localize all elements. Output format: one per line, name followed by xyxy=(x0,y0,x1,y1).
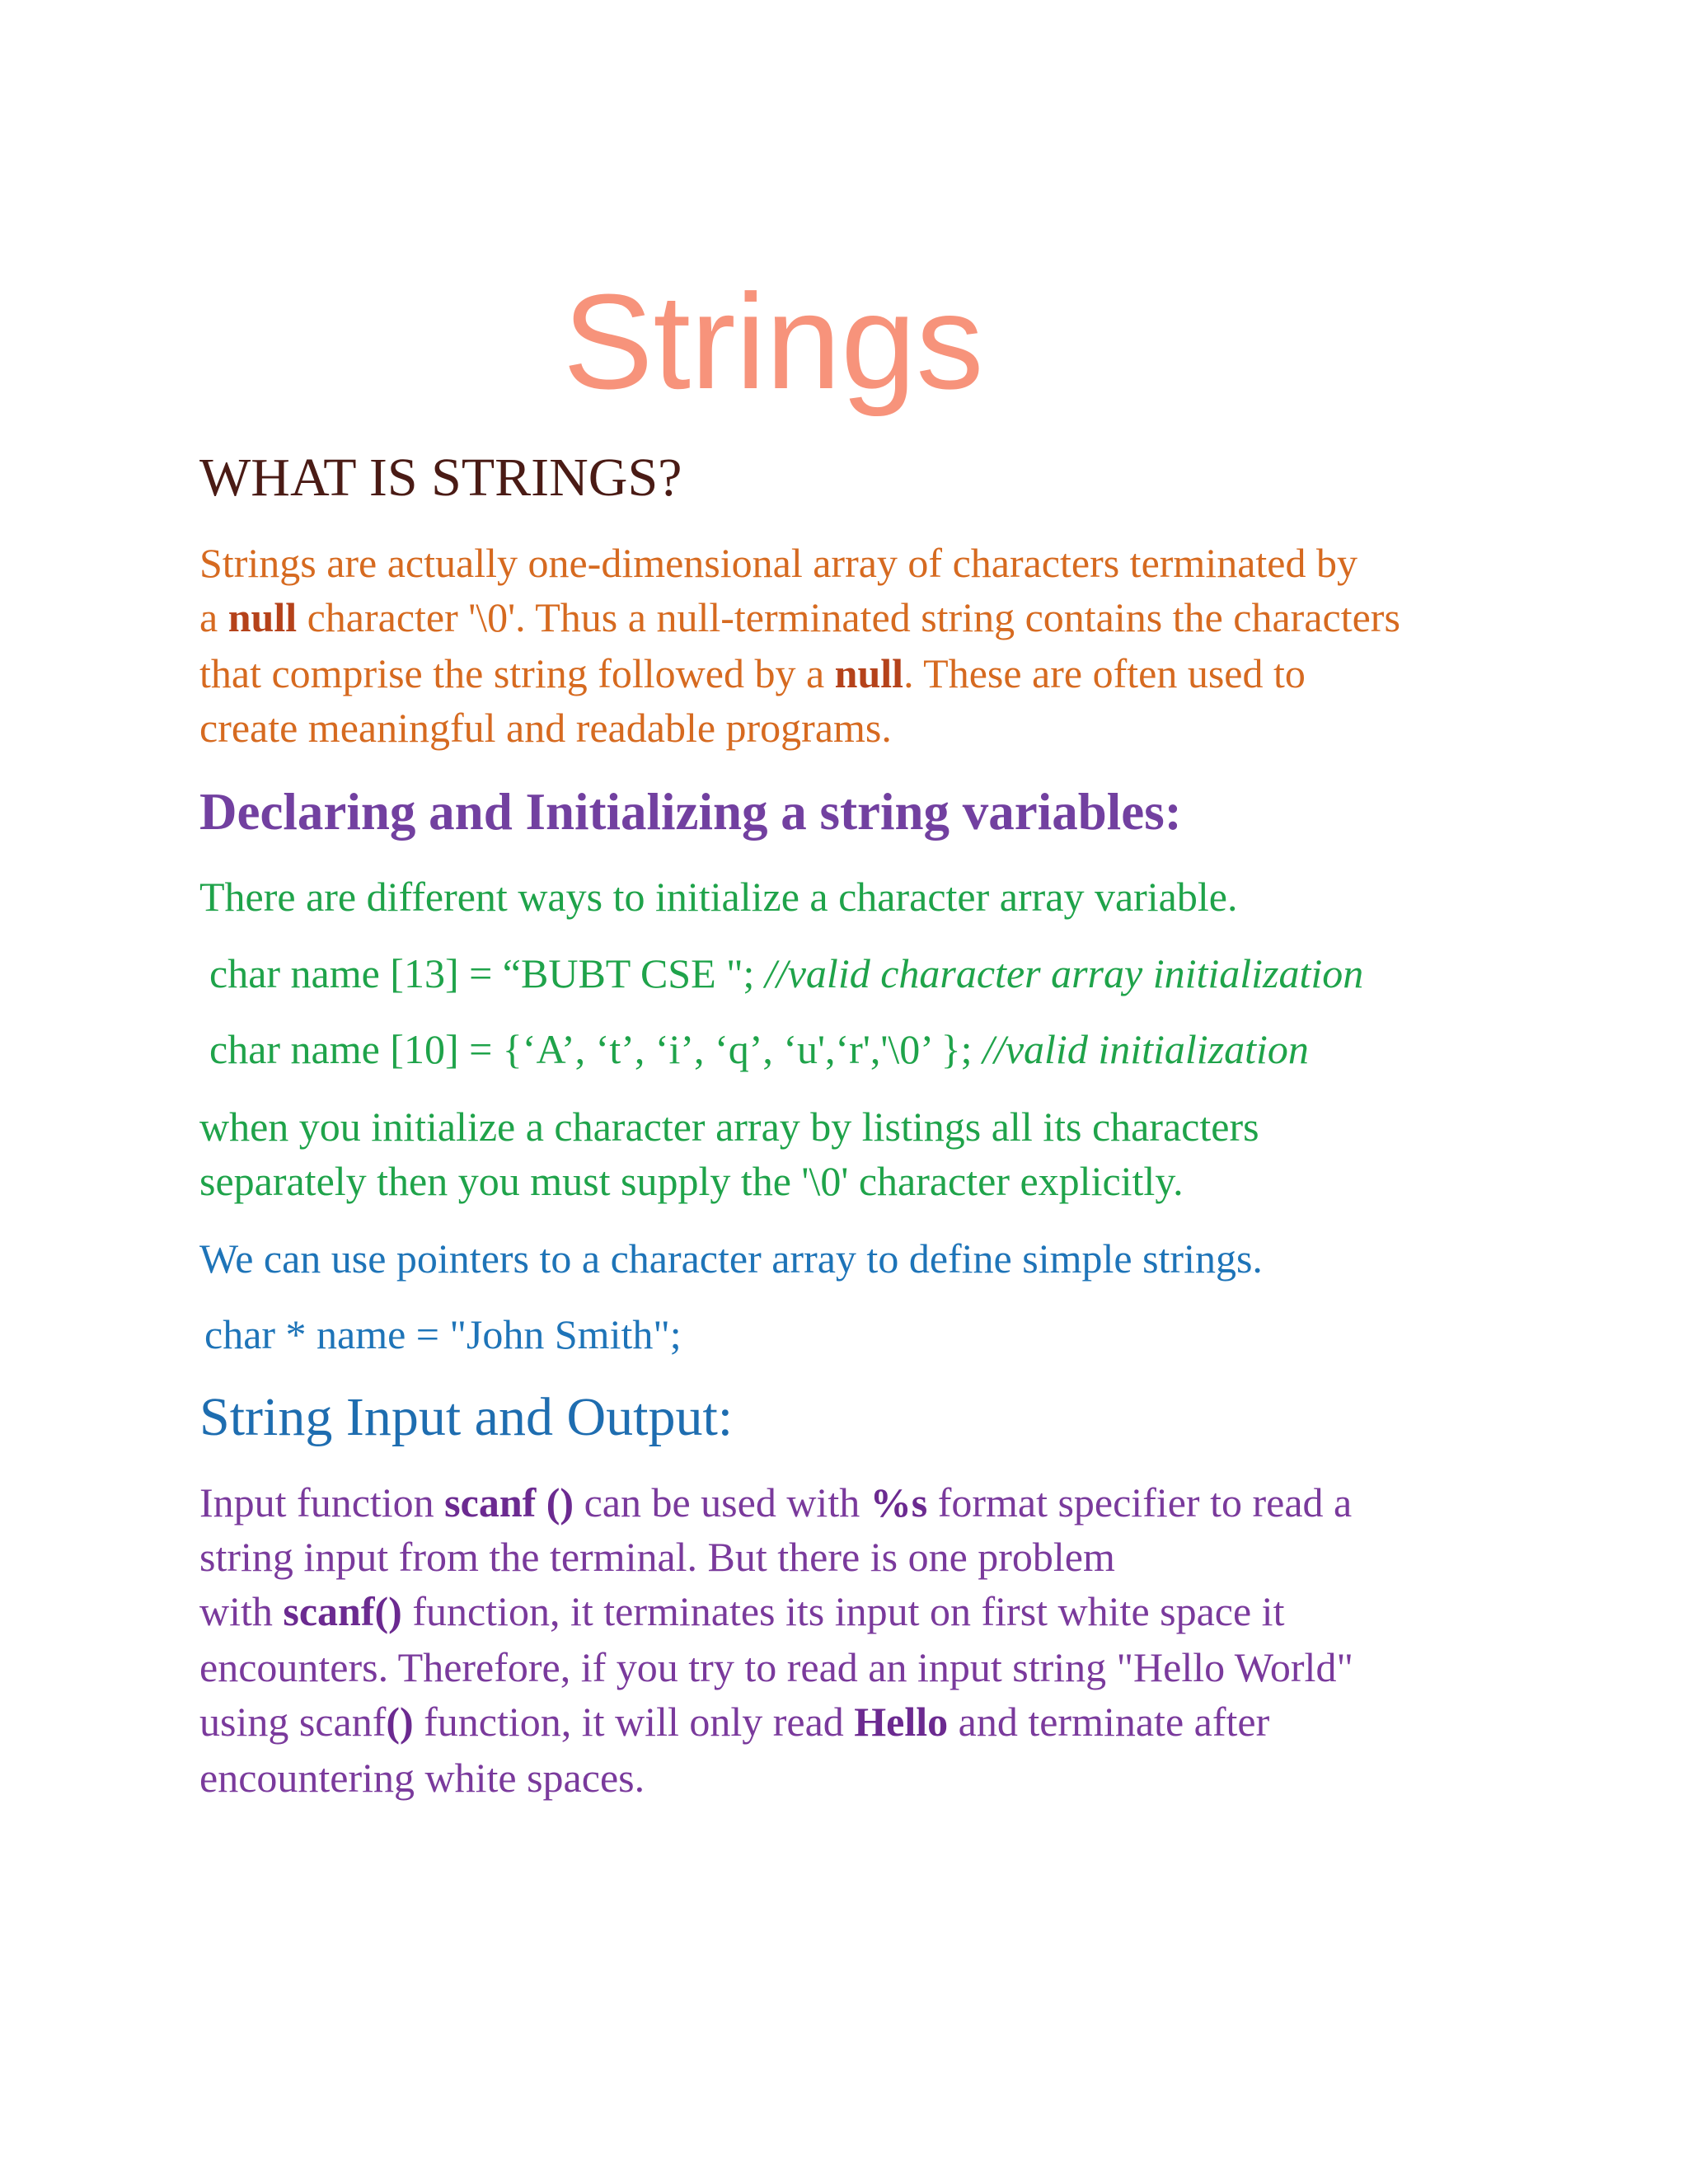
code-text: char name [10] = {‘A’, ‘t’, ‘i’, ‘q’, ‘u',‘r','\0’ }; xyxy=(209,1026,973,1072)
bold-term-null: null xyxy=(834,650,904,696)
code-example-1 xyxy=(209,946,1363,1001)
code-comment: //valid initialization xyxy=(982,1026,1309,1072)
paragraph-line: encounters. Therefore, if you try to read an input string "Hello World" xyxy=(199,1644,1353,1690)
paragraph-pointer: We can use pointers to a character array to define simple strings. xyxy=(199,1235,1263,1282)
code-example-2 xyxy=(209,1022,1309,1076)
section-heading-declaring: Declaring and Initializing a string variables: xyxy=(199,783,1182,841)
text-run: function, it will only read xyxy=(413,1699,855,1745)
page-title: Strings xyxy=(563,266,984,417)
text-run: with xyxy=(199,1588,284,1634)
paragraph-line xyxy=(199,536,1357,590)
bold-term-format: %s xyxy=(870,1479,928,1526)
code-comment: //valid character array initialization xyxy=(764,950,1364,996)
text-run: using scanf xyxy=(199,1699,387,1745)
paragraph-line xyxy=(199,1694,1269,1749)
text-run: function, it terminates its input on first white space it xyxy=(401,1588,1285,1634)
text-run: character '\0'. Thus a null-terminated string contains the characters xyxy=(297,594,1400,640)
paragraph-line: encountering white spaces. xyxy=(199,1755,645,1801)
text-run: a xyxy=(199,594,228,640)
section-heading-what-is-strings: WHAT IS STRINGS? xyxy=(199,448,682,508)
paragraph-line xyxy=(199,701,892,755)
bold-term-scanf: scanf() xyxy=(283,1588,402,1634)
text-run: can be used with xyxy=(574,1479,870,1526)
bold-term-scanf: scanf () xyxy=(444,1479,574,1526)
text-run: . These are often used to xyxy=(903,650,1306,696)
bold-term-null: null xyxy=(227,594,298,640)
text-run: that comprise the string followed by a xyxy=(199,650,835,696)
bold-term-hello: Hello xyxy=(854,1699,949,1745)
text-run: and terminate after xyxy=(948,1699,1270,1745)
text-run: create meaningful and readable programs. xyxy=(199,705,892,751)
paragraph-line xyxy=(199,646,1306,701)
text-run: Strings are actually one-dimensional array of characters terminated by xyxy=(199,540,1357,586)
code-text: char name [13] = “BUBT CSE "; xyxy=(209,950,755,996)
paragraph-line: when you initialize a character array by listings all its characters xyxy=(199,1104,1259,1150)
paragraph-line: string input from the terminal. But there is one problem xyxy=(199,1534,1115,1580)
paragraph-line xyxy=(199,590,1400,644)
text-run: Input function xyxy=(199,1479,445,1526)
paragraph-line xyxy=(199,1475,1352,1530)
paragraph-line xyxy=(199,1584,1284,1638)
paragraph-intro: There are different ways to initialize a character array variable. xyxy=(199,874,1238,920)
code-example-pointer: char * name = "John Smith"; xyxy=(204,1311,682,1357)
text-run: format specifier to read a xyxy=(927,1479,1353,1526)
paragraph-line: separately then you must supply the '\0' character explicitly. xyxy=(199,1158,1184,1204)
bold-term-parens: () xyxy=(386,1699,414,1745)
section-heading-string-io: String Input and Output: xyxy=(199,1387,734,1447)
